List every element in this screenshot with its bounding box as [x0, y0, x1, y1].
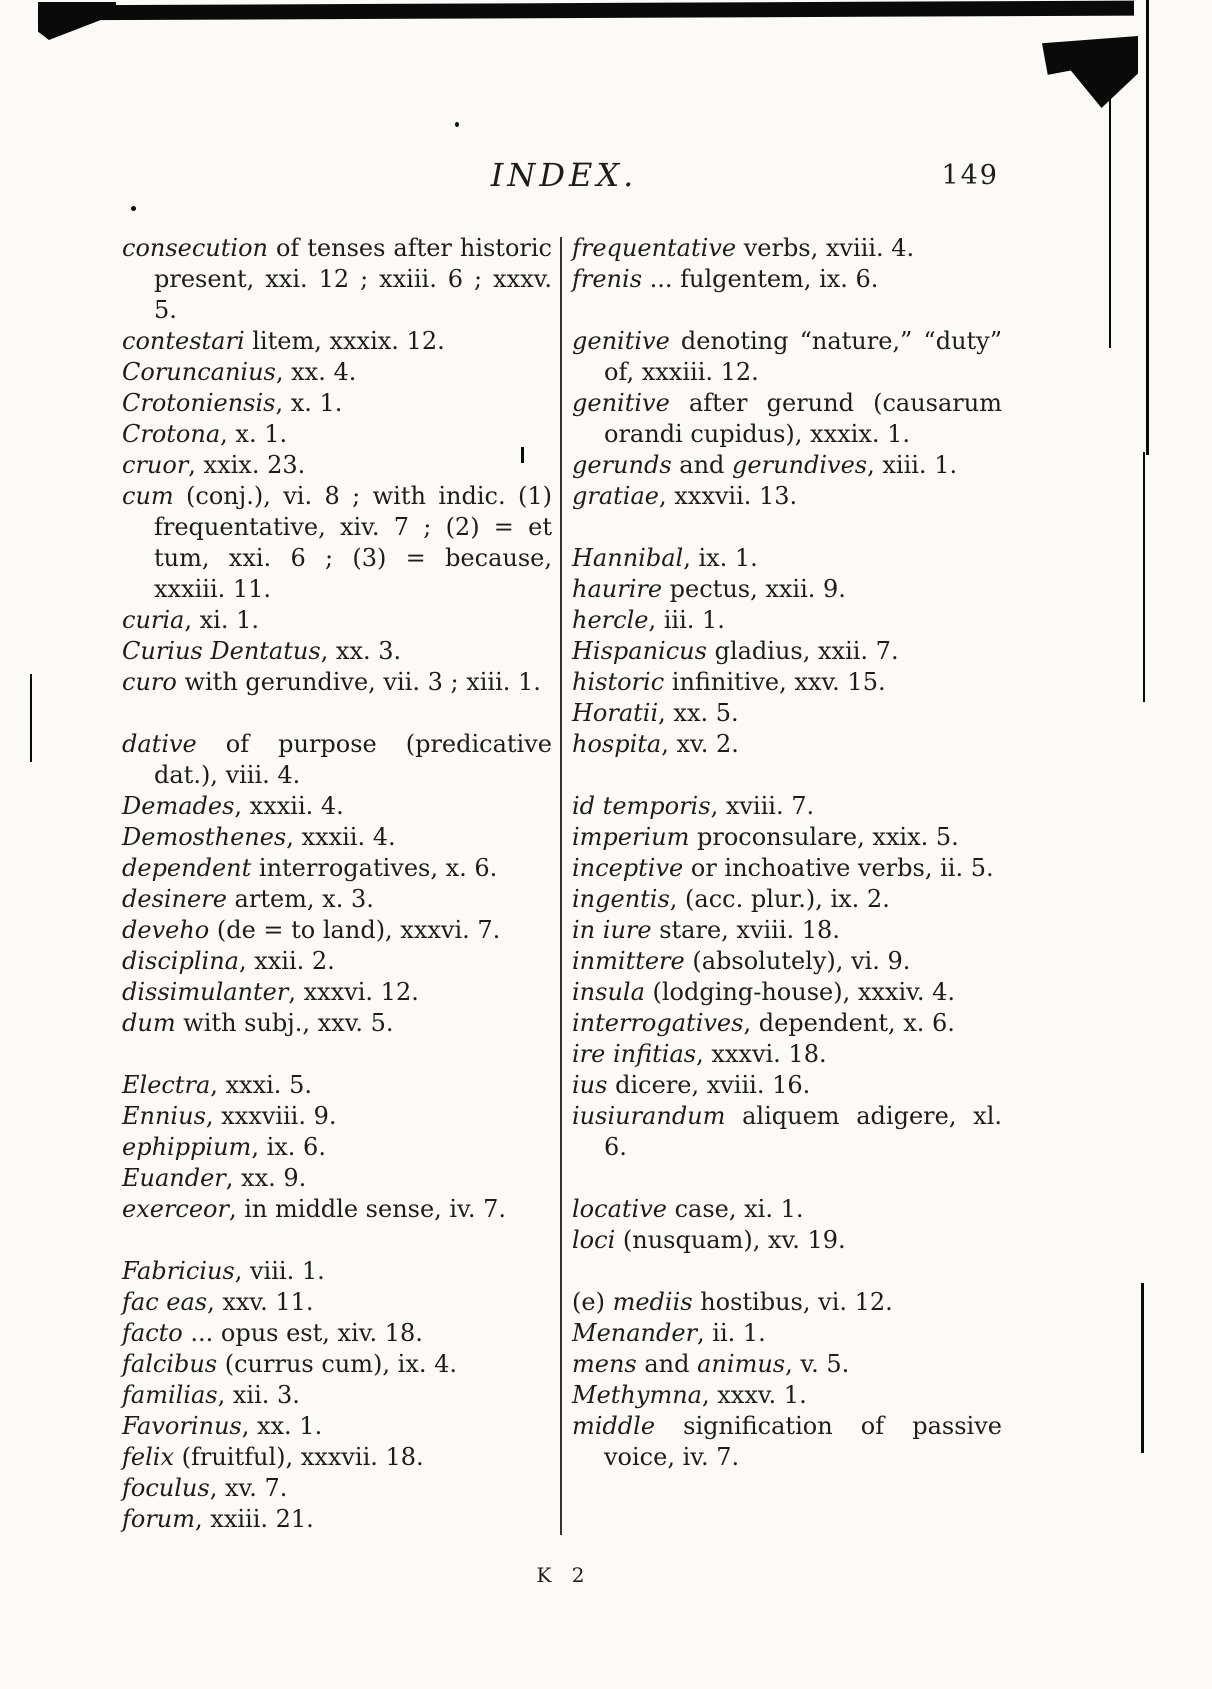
entry-headword: in iure	[572, 916, 652, 944]
entry-text: gladius, xxii. 7.	[706, 637, 899, 665]
entry-text: , xxxvii. 13.	[658, 482, 798, 510]
entry-headword: animus	[697, 1350, 786, 1378]
entry-text: , xxiii. 21.	[195, 1505, 314, 1533]
entry-headword: hospita	[572, 730, 662, 758]
entry-headword: imperium	[572, 823, 690, 851]
index-entry	[122, 636, 552, 667]
index-entry	[122, 667, 552, 698]
entry-headword: middle	[572, 1412, 656, 1440]
index-group	[572, 791, 1002, 1163]
index-entry	[572, 884, 1002, 915]
index-group	[122, 233, 552, 698]
entry-text: infinitive, xxv. 15.	[664, 668, 886, 696]
scan-artifact-ink-dot	[455, 122, 459, 127]
index-entry	[572, 264, 1002, 295]
entry-headword: contestari	[122, 327, 245, 355]
index-entry	[122, 884, 552, 915]
page-number: 149	[941, 160, 999, 191]
entry-text: , xxxviii. 9.	[205, 1102, 337, 1130]
index-columns	[122, 233, 1008, 1535]
entry-text: , xiii. 1.	[867, 451, 958, 479]
entry-text: of purpose (predicative dat.), viii. 4.	[154, 730, 552, 789]
index-entry	[572, 1287, 1002, 1318]
index-entry	[122, 1318, 552, 1349]
entry-text: (currus cum), ix. 4.	[217, 1350, 458, 1378]
entry-text: , xv. 2.	[661, 730, 739, 758]
entry-text: , x. 1.	[275, 389, 343, 417]
index-entry	[122, 1256, 552, 1287]
entry-headword: familias	[122, 1381, 218, 1409]
index-entry	[572, 729, 1002, 760]
index-entry	[572, 698, 1002, 729]
entry-headword: fac eas	[122, 1288, 208, 1316]
entry-headword: mens	[572, 1350, 637, 1378]
index-entry	[572, 853, 1002, 884]
column-divider	[560, 237, 562, 1535]
entry-text: , ix. 6.	[251, 1133, 326, 1161]
entry-text: stare, xviii. 18.	[651, 916, 840, 944]
entry-text: litem, xxxix. 12.	[244, 327, 445, 355]
entry-headword: Menander	[572, 1319, 698, 1347]
entry-headword: Favorinus	[122, 1412, 242, 1440]
index-entry	[572, 1101, 1002, 1163]
scan-artifact-right-edge-line	[1143, 452, 1145, 702]
index-group	[572, 233, 1002, 295]
index-entry	[122, 977, 552, 1008]
index-group	[572, 1287, 1002, 1473]
entry-headword: inceptive	[572, 854, 684, 882]
entry-headword: Crotona	[122, 420, 221, 448]
index-group	[122, 1070, 552, 1225]
entry-headword: desinere	[122, 885, 227, 913]
index-group	[572, 1194, 1002, 1256]
index-entry	[572, 791, 1002, 822]
entry-headword: ius	[572, 1071, 608, 1099]
index-entry	[572, 977, 1002, 1008]
entry-headword: dependent	[122, 854, 252, 882]
entry-headword: id temporis	[572, 792, 711, 820]
entry-headword: historic	[572, 668, 665, 696]
scan-artifact-right-edge-line	[1141, 1283, 1144, 1453]
index-entry	[122, 1380, 552, 1411]
entry-text: (lodging-house), xxxiv. 4.	[644, 978, 955, 1006]
scan-artifact-right-edge-line	[1146, 0, 1149, 455]
entry-text: , xxxvi. 12.	[288, 978, 419, 1006]
entry-text: , xxii. 2.	[238, 947, 335, 975]
entry-headword: disciplina	[122, 947, 239, 975]
entry-headword: dative	[122, 730, 197, 758]
entry-headword: cruor	[122, 451, 189, 479]
index-entry	[122, 1194, 552, 1225]
index-entry	[122, 1504, 552, 1535]
index-entry	[122, 1411, 552, 1442]
scan-artifact-top-bar	[38, 1, 1134, 21]
index-entry	[122, 1163, 552, 1194]
entry-headword: Curius Dentatus	[122, 637, 321, 665]
index-entry	[572, 388, 1002, 450]
page-header	[125, 156, 1003, 204]
index-entry	[572, 1039, 1002, 1070]
entry-text: with gerundive, vii. 3 ; xiii. 1.	[176, 668, 541, 696]
index-entry	[122, 1442, 552, 1473]
scan-artifact-ink-dot	[131, 206, 136, 211]
entry-headword: genitive	[572, 389, 670, 417]
entry-text: , in middle sense, iv. 7.	[228, 1195, 506, 1223]
index-entry	[572, 1380, 1002, 1411]
entry-text: , xv. 7.	[209, 1474, 288, 1502]
index-entry	[122, 1473, 552, 1504]
entry-headword: Methymna	[572, 1381, 702, 1409]
entry-text: , ii. 1.	[697, 1319, 766, 1347]
entry-text: dicere, xviii. 16.	[607, 1071, 811, 1099]
index-entry	[572, 574, 1002, 605]
entry-headword: falcibus	[122, 1350, 218, 1378]
entry-headword: curo	[122, 668, 177, 696]
index-entry	[122, 853, 552, 884]
entry-text: , iii. 1.	[648, 606, 725, 634]
entry-text: , ix. 1.	[683, 544, 758, 572]
index-entry	[572, 1318, 1002, 1349]
entry-text: (absolutely), vi. 9.	[684, 947, 911, 975]
entry-headword: gerunds	[572, 451, 672, 479]
entry-text: , xxix. 23.	[188, 451, 306, 479]
entry-text: pectus, xxii. 9.	[662, 575, 846, 603]
entry-text: , xx. 9.	[225, 1164, 307, 1192]
entry-text: (e)	[572, 1288, 613, 1316]
index-entry	[122, 946, 552, 977]
index-entry	[122, 1008, 552, 1039]
entry-headword: Fabricius	[122, 1257, 235, 1285]
entry-headword: ire infitias	[572, 1040, 697, 1068]
index-entry	[572, 605, 1002, 636]
index-group	[572, 326, 1002, 512]
index-entry	[122, 1287, 552, 1318]
entry-headword: frequentative	[572, 234, 737, 262]
index-entry	[122, 450, 552, 481]
index-column-left	[122, 233, 552, 1535]
entry-headword: dum	[122, 1009, 176, 1037]
entry-text: (nusquam), xv. 19.	[615, 1226, 846, 1254]
entry-text: verbs, xviii. 4.	[736, 234, 915, 262]
entry-headword: Crotoniensis	[122, 389, 276, 417]
footer-signature: K 2	[536, 1563, 592, 1587]
index-entry	[572, 326, 1002, 388]
entry-text: artem, x. 3.	[226, 885, 374, 913]
entry-headword: inmittere	[572, 947, 685, 975]
entry-headword: facto	[122, 1319, 183, 1347]
entry-text: , xxv. 11.	[207, 1288, 314, 1316]
scan-artifact-left-edge-line	[30, 674, 32, 762]
entry-headword: iusiurandum	[572, 1102, 726, 1130]
entry-text: , xx. 3.	[320, 637, 402, 665]
entry-text: , xxxii. 4.	[234, 792, 344, 820]
index-entry	[122, 791, 552, 822]
entry-headword: Electra	[122, 1071, 211, 1099]
index-entry	[122, 419, 552, 450]
index-entry	[122, 1349, 552, 1380]
entry-headword: Euander	[122, 1164, 226, 1192]
entry-text: , xx. 1.	[241, 1412, 323, 1440]
entry-text: proconsulare, xxix. 5.	[689, 823, 959, 851]
index-entry	[122, 1070, 552, 1101]
index-entry	[572, 946, 1002, 977]
entry-headword: Coruncanius	[122, 358, 276, 386]
entry-headword: haurire	[572, 575, 663, 603]
entry-headword: Hispanicus	[572, 637, 707, 665]
index-entry	[572, 543, 1002, 574]
entry-text: interrogatives, x. 6.	[251, 854, 498, 882]
entry-text: signification of passive voice, iv. 7.	[604, 1412, 1002, 1471]
index-entry	[122, 388, 552, 419]
entry-text: after gerund (causarum orandi cupidus), xxxix. 1.	[604, 389, 1002, 448]
index-entry	[122, 1132, 552, 1163]
index-entry	[122, 729, 552, 791]
entry-headword: curia	[122, 606, 185, 634]
entry-headword: gerundives	[732, 451, 868, 479]
index-entry	[572, 1008, 1002, 1039]
index-entry	[572, 450, 1002, 481]
index-entry	[122, 822, 552, 853]
entry-text: ... opus est, xiv. 18.	[182, 1319, 423, 1347]
entry-text: , xx. 4.	[275, 358, 357, 386]
index-entry	[122, 481, 552, 605]
entry-text: aliquem adigere, xl. 6.	[604, 1102, 1002, 1161]
index-group	[572, 543, 1002, 760]
entry-headword: felix	[122, 1443, 174, 1471]
entry-text: , xii. 3.	[217, 1381, 300, 1409]
scan-artifact-corner-fold	[1042, 36, 1138, 108]
entry-headword: Horatii	[572, 699, 659, 727]
index-entry	[572, 1349, 1002, 1380]
entry-text: , x. 1.	[220, 420, 288, 448]
entry-text: or inchoative verbs, ii. 5.	[683, 854, 994, 882]
index-entry	[572, 1194, 1002, 1225]
index-entry	[572, 233, 1002, 264]
scan-artifact-right-edge-line	[1109, 48, 1111, 348]
entry-text: (fruitful), xxxvii. 18.	[173, 1443, 424, 1471]
entry-headword: frenis	[572, 265, 643, 293]
index-entry	[122, 915, 552, 946]
entry-headword: interrogatives	[572, 1009, 744, 1037]
entry-text: , xviii. 7.	[710, 792, 815, 820]
entry-headword: exerceor	[122, 1195, 229, 1223]
entry-text: case, xi. 1.	[666, 1195, 804, 1223]
index-column-right	[572, 233, 1002, 1535]
index-entry	[572, 481, 1002, 512]
index-entry	[122, 357, 552, 388]
entry-text: , xi. 1.	[184, 606, 259, 634]
entry-headword: loci	[572, 1226, 616, 1254]
entry-text: (conj.), vi. 8 ; with indic. (1) frequentative, xiv. 7 ; (2) = et tum, xxi. 6 ; (3) = because, xxxiii. 11.	[154, 482, 552, 603]
entry-headword: ephippium	[122, 1133, 252, 1161]
entry-text: of tenses after historic present, xxi. 12 ; xxiii. 6 ; xxxv. 5.	[154, 234, 552, 324]
index-entry	[572, 636, 1002, 667]
entry-headword: ingentis	[572, 885, 670, 913]
index-entry	[122, 605, 552, 636]
entry-headword: mediis	[612, 1288, 693, 1316]
entry-text: denoting “nature,” “duty” of, xxxiii. 12.	[604, 327, 1002, 386]
entry-text: , viii. 1.	[234, 1257, 325, 1285]
entry-text: with subj., xxv. 5.	[175, 1009, 394, 1037]
entry-headword: locative	[572, 1195, 667, 1223]
index-entry	[572, 667, 1002, 698]
entry-text: (de = to land), xxxvi. 7.	[209, 916, 501, 944]
entry-headword: cum	[122, 482, 174, 510]
index-entry	[572, 1070, 1002, 1101]
entry-headword: foculus	[122, 1474, 210, 1502]
entry-headword: insula	[572, 978, 645, 1006]
index-entry	[572, 822, 1002, 853]
entry-headword: dissimulanter	[122, 978, 289, 1006]
entry-text: , v. 5.	[785, 1350, 850, 1378]
scan-artifact-top-wedge	[38, 2, 116, 40]
entry-text: , xx. 5.	[658, 699, 739, 727]
entry-headword: gratiae	[572, 482, 659, 510]
entry-headword: Hannibal	[572, 544, 684, 572]
entry-headword: Demades	[122, 792, 235, 820]
index-entry	[572, 1225, 1002, 1256]
index-group	[122, 1256, 552, 1535]
entry-text: and	[636, 1350, 698, 1378]
index-entry	[572, 1411, 1002, 1473]
index-entry	[122, 326, 552, 357]
entry-headword: genitive	[572, 327, 670, 355]
index-group	[122, 729, 552, 1039]
entry-text: ... fulgentem, ix. 6.	[642, 265, 879, 293]
entry-text: , (acc. plur.), ix. 2.	[669, 885, 890, 913]
page-title: INDEX.	[490, 156, 638, 194]
entry-headword: forum	[122, 1505, 196, 1533]
entry-headword: consecution	[122, 234, 268, 262]
entry-headword: Ennius	[122, 1102, 206, 1130]
entry-text: , dependent, x. 6.	[743, 1009, 955, 1037]
entry-text: , xxxvi. 18.	[696, 1040, 827, 1068]
entry-text: and	[671, 451, 733, 479]
index-entry	[122, 1101, 552, 1132]
entry-text: , xxxii. 4.	[286, 823, 396, 851]
entry-headword: Demosthenes	[122, 823, 287, 851]
entry-text: hostibus, vi. 12.	[692, 1288, 893, 1316]
entry-headword: hercle	[572, 606, 649, 634]
index-entry	[572, 915, 1002, 946]
entry-text: , xxxv. 1.	[701, 1381, 807, 1409]
entry-headword: deveho	[122, 916, 210, 944]
index-entry	[122, 233, 552, 326]
entry-text: , xxxi. 5.	[210, 1071, 312, 1099]
